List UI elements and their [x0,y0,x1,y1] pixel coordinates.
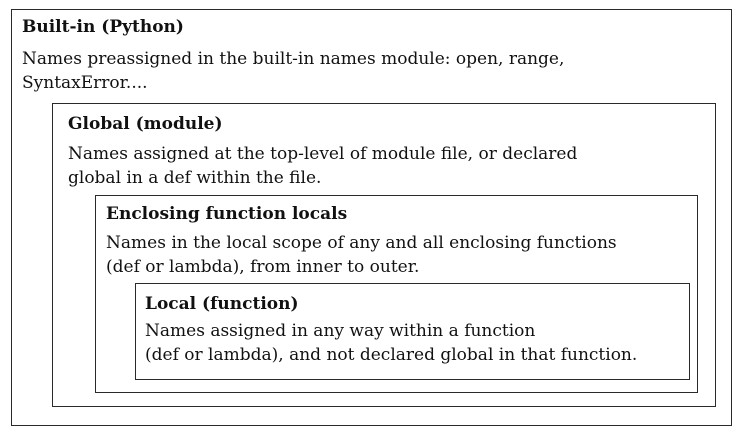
global-scope-title: Global (module) [68,114,223,134]
local-scope-desc-line1: Names assigned in any way within a function [145,321,536,341]
global-scope-desc-line2: global in a def within the file. [68,168,322,188]
enclosing-scope-title: Enclosing function locals [106,204,348,224]
builtin-scope-desc-line1: Names preassigned in the built-in names module: open, range, [22,49,565,69]
local-scope-title: Local (function) [145,294,299,314]
enclosing-scope-desc-line1: Names in the local scope of any and all enclosing functions [106,233,617,253]
local-scope-desc-line2: (def or lambda), and not declared global in that function. [145,345,638,365]
global-scope-desc-line1: Names assigned at the top-level of module file, or declared [68,144,578,164]
builtin-scope-desc-line2: SyntaxError.... [22,73,148,93]
enclosing-scope-desc-line2: (def or lambda), from inner to outer. [106,257,420,277]
builtin-scope-title: Built-in (Python) [22,17,184,37]
local-scope-box [135,283,690,380]
